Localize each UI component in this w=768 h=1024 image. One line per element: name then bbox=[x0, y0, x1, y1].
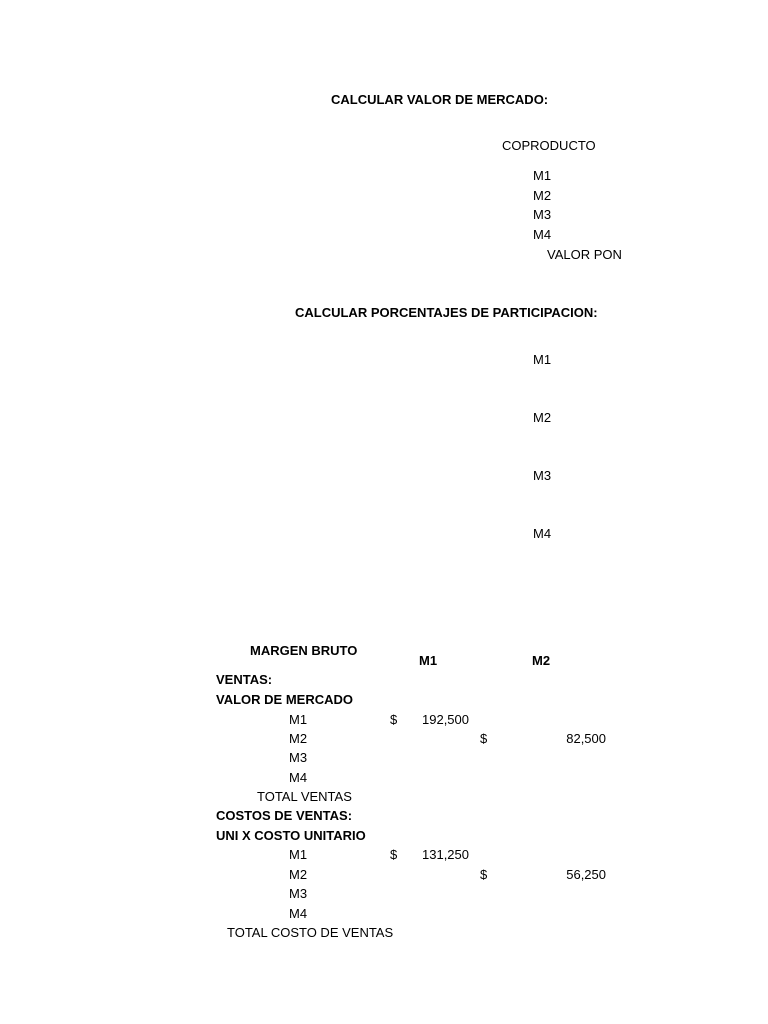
porcentajes-title: CALCULAR PORCENTAJES DE PARTICIPACION: bbox=[295, 305, 598, 320]
coproducto-item-m2: M2 bbox=[533, 188, 552, 203]
coproducto-item-m4: M4 bbox=[533, 227, 552, 242]
costos-row-label-m4: M4 bbox=[289, 906, 308, 921]
coproducto-header: COPRODUCTO bbox=[502, 138, 596, 153]
ventas-row-label-m1: M1 bbox=[289, 712, 308, 727]
ventas-m2-currency: $ bbox=[480, 731, 488, 746]
total-costo-de-ventas-label: TOTAL COSTO DE VENTAS bbox=[227, 925, 394, 940]
total-ventas-label: TOTAL VENTAS bbox=[257, 789, 352, 804]
valor-mercado-title: CALCULAR VALOR DE MERCADO: bbox=[331, 92, 549, 107]
costos-m2-value: 56,250 bbox=[566, 867, 606, 882]
valor-de-mercado-label: VALOR DE MERCADO bbox=[216, 692, 353, 707]
ventas-m1-value: 192,500 bbox=[422, 712, 469, 727]
costos-m2-currency: $ bbox=[480, 867, 488, 882]
column-header-m2: M2 bbox=[532, 653, 551, 668]
uni-costo-unitario-label: UNI X COSTO UNITARIO bbox=[216, 828, 366, 843]
costos-m1-value: 131,250 bbox=[422, 847, 469, 862]
ventas-m1-currency: $ bbox=[390, 712, 398, 727]
valor-pon-label: VALOR PON bbox=[547, 247, 622, 262]
ventas-row-label-m3: M3 bbox=[289, 750, 308, 765]
participacion-item-m4: M4 bbox=[533, 526, 552, 541]
coproducto-item-m1: M1 bbox=[533, 168, 552, 183]
margen-bruto-title: MARGEN BRUTO bbox=[250, 643, 358, 658]
ventas-row-label-m2: M2 bbox=[289, 731, 308, 746]
costos-row-label-m3: M3 bbox=[289, 886, 308, 901]
costos-row-label-m2: M2 bbox=[289, 867, 308, 882]
participacion-item-m3: M3 bbox=[533, 468, 552, 483]
costos-m1-currency: $ bbox=[390, 847, 398, 862]
ventas-row-label-m4: M4 bbox=[289, 770, 308, 785]
ventas-label: VENTAS: bbox=[216, 672, 273, 687]
ventas-m2-value: 82,500 bbox=[566, 731, 606, 746]
column-header-m1: M1 bbox=[419, 653, 438, 668]
costos-de-ventas-label: COSTOS DE VENTAS: bbox=[216, 808, 353, 823]
participacion-item-m2: M2 bbox=[533, 410, 552, 425]
costos-row-label-m1: M1 bbox=[289, 847, 308, 862]
coproducto-item-m3: M3 bbox=[533, 207, 552, 222]
participacion-item-m1: M1 bbox=[533, 352, 552, 367]
